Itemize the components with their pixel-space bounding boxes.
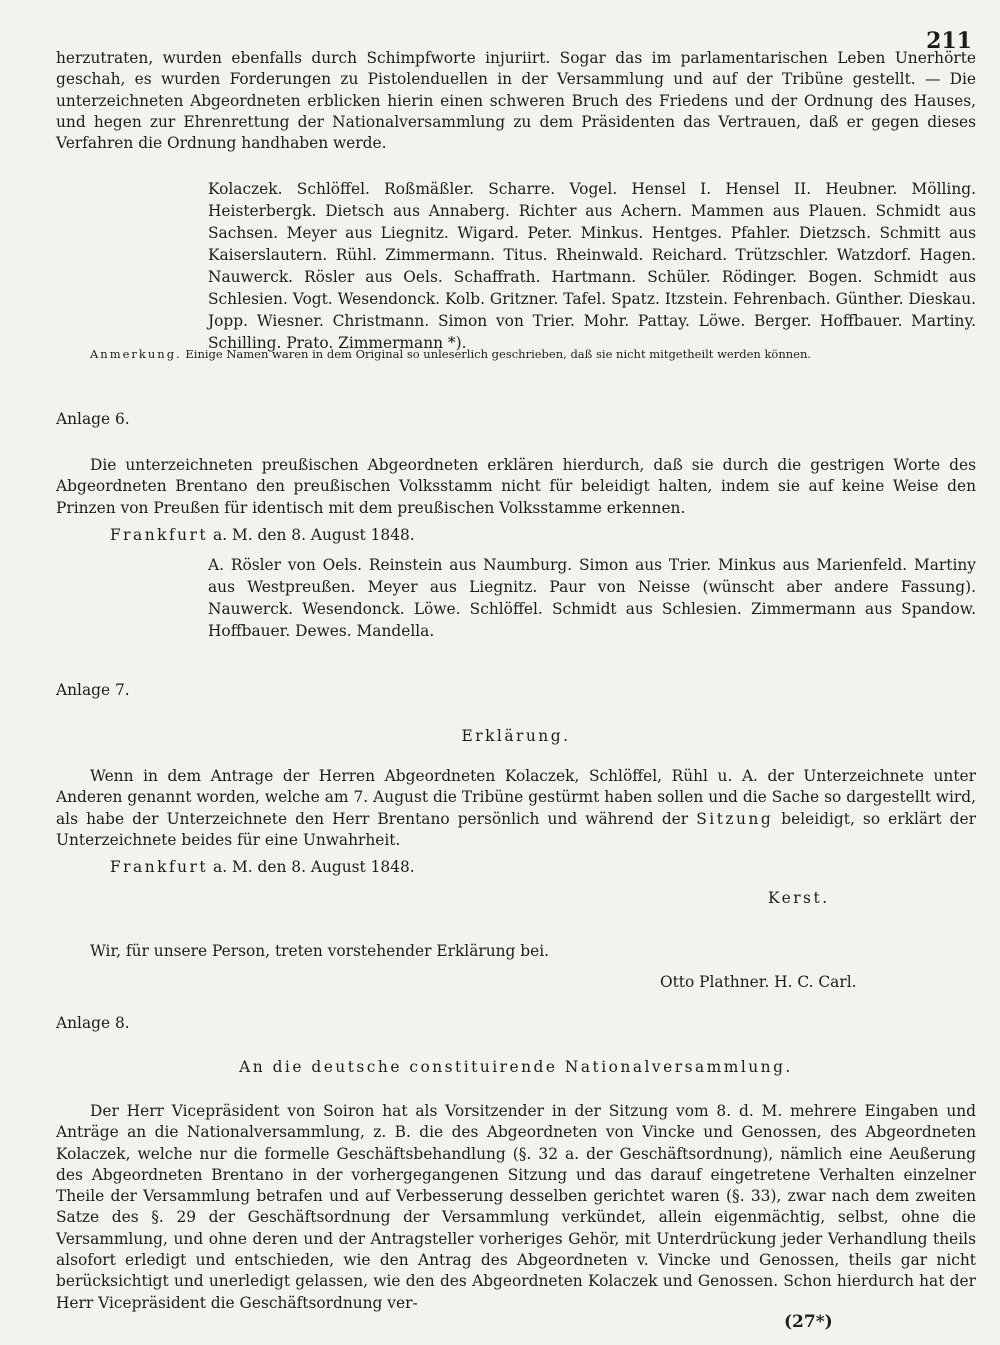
footer-signature-mark: (27*) [784, 1312, 833, 1332]
anlage-7-signer: Kerst. [768, 889, 830, 907]
anlage-7-date: a. M. den 8. August 1848. [213, 858, 415, 876]
anlage-6-date: a. M. den 8. August 1848. [213, 526, 415, 544]
anlage-8-heading: An die deutsche constituirende Nationalversammlung. [239, 1058, 793, 1076]
anlage-7-text-before: Wenn in dem Antrage der Herren Abgeordneten Kolaczek, Schlöffel, Rühl u. A. der Unterzeichnete unter Anderen genannt worden, welche am 7. August die Tribüne gestürmt haben sollen und die Sache so dargestellt wird, als habe der Unterzeichnete den Herr Brentano persönlich und während der [56, 767, 976, 828]
intro-paragraph: herzutraten, wurden ebenfalls durch Schimpfworte injuriirt. Sogar das im parlamentarischen Leben Unerhörte geschah, es wurden Forderungen zu Pistolenduellen in der Versammlung und auf der Tribüne gestellt. — Die unterzeichneten Abgeordneten erblicken hierin einen schweren Bruch des Friedens und der Ordnung des Hauses, und hegen zur Ehrenrettung der Nationalversammlung zu dem Präsidenten das Vertrauen, daß er gegen dieses Verfahren die Ordnung handhaben werde. [56, 49, 976, 153]
anlage-6-label: Anlage 6. [56, 410, 130, 428]
anlage-6-place-date [110, 526, 415, 544]
anlage-7-second-signers: Otto Plathner. H. C. Carl. [660, 973, 857, 991]
anlage-6-signatures: A. Rösler von Oels. Reinstein aus Naumburg. Simon aus Trier. Minkus aus Marienfeld. Martiny aus Westpreußen. Meyer aus Liegnitz. Paur von Neisse (wünscht aber andere Fassung). Nauwerck. Wesendonck. Löwe. Schlöffel. Schmidt aus Schlesien. Zimmermann aus Spandow. Hoffbauer. Dewes. Mandella. [208, 556, 976, 640]
anlage-7-text [56, 766, 976, 851]
anlage-6-text: Die unterzeichneten preußischen Abgeordneten erklären hierdurch, daß sie durch die gestrigen Worte des Abgeordneten Brentano den preußischen Volksstamm nicht für beleidigt halten, indem sie auf keine Weise den Prinzen von Preußen für identisch mit dem preußischen Volksstamme erkennen. [56, 456, 976, 517]
note-text: Einige Namen waren in dem Original so unleserlich geschrieben, daß sie nicht mitgetheilt werden können. [185, 347, 812, 361]
anlage-7-second-text: Wir, für unsere Person, treten vorstehender Erklärung bei. [90, 942, 550, 960]
anlage-6-place: Frankfurt [110, 526, 209, 544]
page-number: 211 [926, 28, 972, 54]
anlage-7-label: Anlage 7. [56, 681, 130, 699]
anlage-8-text: Der Herr Vicepräsident von Soiron hat als Vorsitzender in der Sitzung vom 8. d. M. mehrere Eingaben und Anträge an die Nationalversammlung, z. B. die des Abgeordneten von Vincke und Genossen, des Abgeordneten Kolaczek, welche nur die formelle Geschäftsbehandlung (§. 32 a. der Geschäftsordnung), nämlich eine Aeußerung des Abgeordneten Brentano in der vorhergegangenen Sitzung und das darauf eingetretene Verhalten einzelner Theile der Versammlung betrafen und auf Verbesserung desselben gerichtet waren (§. 33), zwar nach dem zweiten Satze des §. 29 der Geschäftsordnung der Versammlung verkündet, allein eigenmächtig, selbst, ohne die Versammlung, und ohne deren und der Antragsteller vorheriges Gehör, mit Unterdrückung jeder Verhandlung theils alsofort erledigt und entschieden, wie den Antrag des Abgeordneten v. Vincke und Genossen, theils gar nicht berücksichtigt und unerledigt gelassen, wie den des Abgeordneten Kolaczek und Genossen. Schon hierdurch hat der Herr Vicepräsident die Geschäftsordnung ver- [56, 1102, 976, 1312]
anlage-7-place-date [110, 858, 415, 876]
anlage-8-label: Anlage 8. [56, 1014, 130, 1032]
note-label: Anmerkung. [90, 347, 182, 361]
anlage-7-text-after: beleidigt, so erklärt der Unterzeichnete beides für eine Unwahrheit. [56, 809, 976, 849]
anlage-7-text-spaced: Sitzung [696, 809, 774, 828]
signatures-list-1: Kolaczek. Schlöffel. Roßmäßler. Scharre. Vogel. Hensel I. Hensel II. Heubner. Mölling. Heisterbergk. Dietsch aus Annaberg. Richter aus Achern. Mammen aus Plauen. Schmidt aus Sachsen. Meyer aus Liegnitz. Wigard. Peter. Minkus. Hentges. Pfahler. Dietzsch. Schmitt aus Kaiserslautern. Rühl. Zimmermann. Titus. Rheinwald. Reichard. Trützschler. Watzdorf. Hagen. Nauwerck. Rösler aus Oels. Schaffrath. Hartmann. Schüler. Rödinger. Bogen. Schmidt aus Schlesien. Vogt. Wesendonck. Kolb. Gritzner. Tafel. Spatz. Itzstein. Fehrenbach. Günther. Dieskau. Jopp. Wiesner. Christmann. Simon von Trier. Mohr. Pattay. Löwe. Berger. Hoffbauer. Martiny. Schilling. Prato. Zimmermann *). [208, 180, 976, 352]
anlage-7-heading: Erklärung. [461, 727, 571, 745]
note [90, 346, 970, 362]
anlage-7-place: Frankfurt [110, 858, 209, 876]
